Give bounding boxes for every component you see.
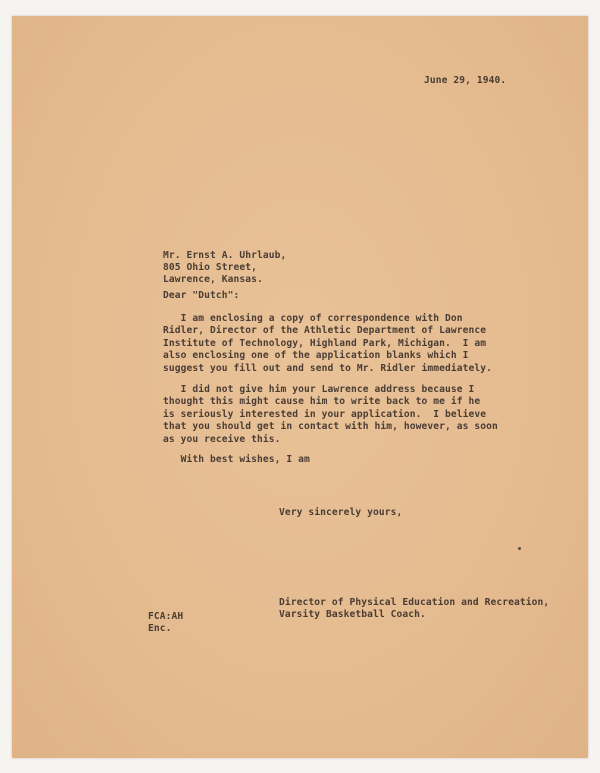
paragraph-1-line: also enclosing one of the application blanks which I [163, 350, 469, 362]
complimentary-closing: Very sincerely yours, [279, 507, 403, 518]
paragraph-1-line: I am enclosing a copy of correspondence with Don [163, 313, 463, 324]
paragraph-2-line: that you should get in contact with him, however, as soon [163, 421, 498, 433]
salutation: Dear "Dutch": [163, 290, 240, 301]
paragraph-3: With best wishes, I am [163, 454, 310, 465]
signature-title: Varsity Basketball Coach. [279, 609, 426, 621]
paragraph-2-line: I did not give him your Lawrence address because I [163, 384, 475, 395]
recipient-name: Mr. Ernst A. Uhrlaub, [163, 250, 287, 261]
paragraph-1-line: Institute of Technology, Highland Park, Michigan. I am [163, 337, 487, 349]
paragraph-1-line: suggest you fill out and send to Mr. Ridler immediately. [163, 362, 493, 374]
reference-initials: FCA:AH [148, 611, 184, 622]
recipient-city: Lawrence, Kansas. [163, 274, 263, 285]
recipient-street: 805 Ohio Street, [163, 262, 258, 273]
letter-date: June 29, 1940. [424, 75, 507, 86]
enclosure-notation: Enc. [148, 623, 172, 635]
paragraph-1-line: Ridler, Director of the Athletic Department of Lawrence [163, 325, 487, 337]
signature-title: Director of Physical Education and Recreation, [279, 597, 550, 608]
paragraph-2-line: as you receive this. [163, 433, 281, 445]
paragraph-2-line: is seriously interested in your application. I believe [163, 408, 487, 420]
ink-speck [518, 547, 521, 550]
paragraph-2-line: thought this might cause him to write back to me if he [163, 396, 481, 408]
